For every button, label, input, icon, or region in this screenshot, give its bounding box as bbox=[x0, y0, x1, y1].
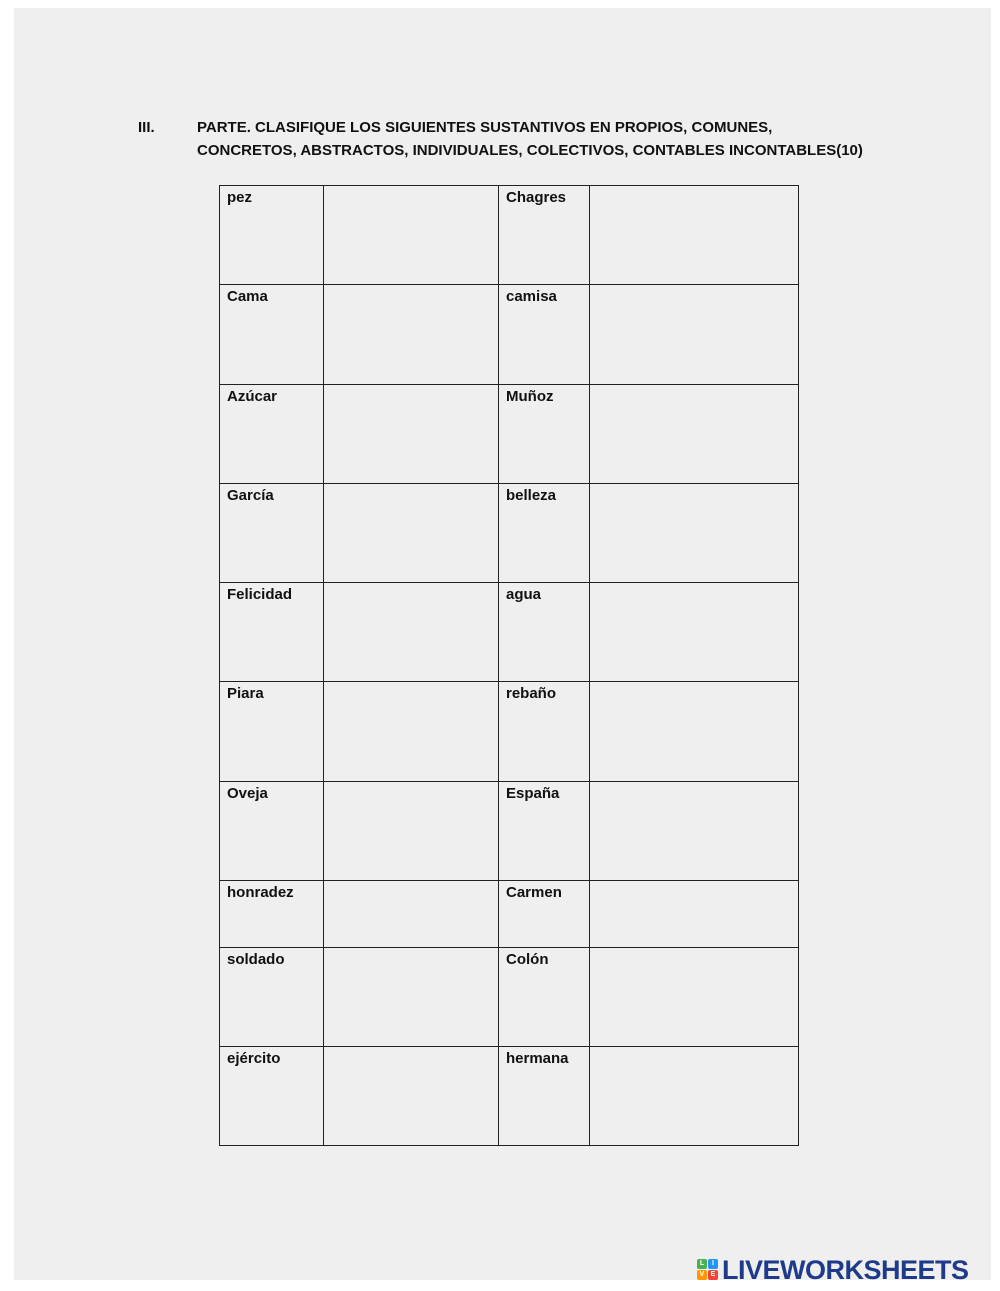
liveworksheets-mark-icon: L I V E bbox=[697, 1259, 719, 1281]
answer-cell[interactable] bbox=[324, 186, 499, 285]
liveworksheets-logo bbox=[697, 1255, 969, 1285]
answer-cell[interactable] bbox=[324, 583, 499, 682]
answer-cell[interactable] bbox=[324, 947, 499, 1046]
table-row bbox=[220, 483, 799, 582]
noun-cell: Felicidad bbox=[220, 583, 324, 682]
noun-cell: García bbox=[220, 483, 324, 582]
noun-cell: Oveja bbox=[220, 781, 324, 880]
answer-cell[interactable] bbox=[324, 483, 499, 582]
table-row bbox=[220, 285, 799, 384]
noun-cell: Muñoz bbox=[499, 384, 590, 483]
noun-cell: honradez bbox=[220, 881, 324, 948]
answer-cell[interactable] bbox=[324, 1046, 499, 1145]
table-row bbox=[220, 583, 799, 682]
table-row bbox=[220, 682, 799, 781]
instructions-line-2: CONCRETOS, ABSTRACTOS, INDIVIDUALES, COLECTIVOS, CONTABLES INCONTABLES(10) bbox=[197, 142, 863, 159]
noun-cell: camisa bbox=[499, 285, 590, 384]
answer-cell[interactable] bbox=[590, 1046, 799, 1145]
noun-cell: hermana bbox=[499, 1046, 590, 1145]
answer-cell[interactable] bbox=[590, 682, 799, 781]
table-row bbox=[220, 186, 799, 285]
noun-cell: España bbox=[499, 781, 590, 880]
answer-cell[interactable] bbox=[324, 285, 499, 384]
table-row bbox=[220, 1046, 799, 1145]
table-row bbox=[220, 384, 799, 483]
noun-cell: Azúcar bbox=[220, 384, 324, 483]
answer-cell[interactable] bbox=[590, 781, 799, 880]
noun-cell: Piara bbox=[220, 682, 324, 781]
instructions-line-1: PARTE. CLASIFIQUE LOS SIGUIENTES SUSTANTIVOS EN PROPIOS, COMUNES, bbox=[197, 119, 773, 136]
nouns-table bbox=[219, 185, 799, 1146]
logo-text: LIVEWORKSHEETS bbox=[722, 1255, 969, 1285]
answer-cell[interactable] bbox=[590, 186, 799, 285]
noun-cell: soldado bbox=[220, 947, 324, 1046]
table-row bbox=[220, 947, 799, 1046]
answer-cell[interactable] bbox=[324, 682, 499, 781]
answer-cell[interactable] bbox=[324, 881, 499, 948]
answer-cell[interactable] bbox=[590, 881, 799, 948]
noun-cell: Colón bbox=[499, 947, 590, 1046]
noun-cell: belleza bbox=[499, 483, 590, 582]
table-row bbox=[220, 781, 799, 880]
noun-cell: Carmen bbox=[499, 881, 590, 948]
noun-cell: agua bbox=[499, 583, 590, 682]
answer-cell[interactable] bbox=[590, 285, 799, 384]
noun-cell: rebaño bbox=[499, 682, 590, 781]
answer-cell[interactable] bbox=[324, 781, 499, 880]
section-numeral: III. bbox=[138, 119, 155, 136]
answer-cell[interactable] bbox=[590, 947, 799, 1046]
answer-cell[interactable] bbox=[324, 384, 499, 483]
noun-cell: ejército bbox=[220, 1046, 324, 1145]
noun-cell: pez bbox=[220, 186, 324, 285]
answer-cell[interactable] bbox=[590, 583, 799, 682]
noun-cell: Chagres bbox=[499, 186, 590, 285]
answer-cell[interactable] bbox=[590, 483, 799, 582]
answer-cell[interactable] bbox=[590, 384, 799, 483]
table-row bbox=[220, 881, 799, 948]
section-instructions bbox=[197, 116, 897, 162]
noun-cell: Cama bbox=[220, 285, 324, 384]
